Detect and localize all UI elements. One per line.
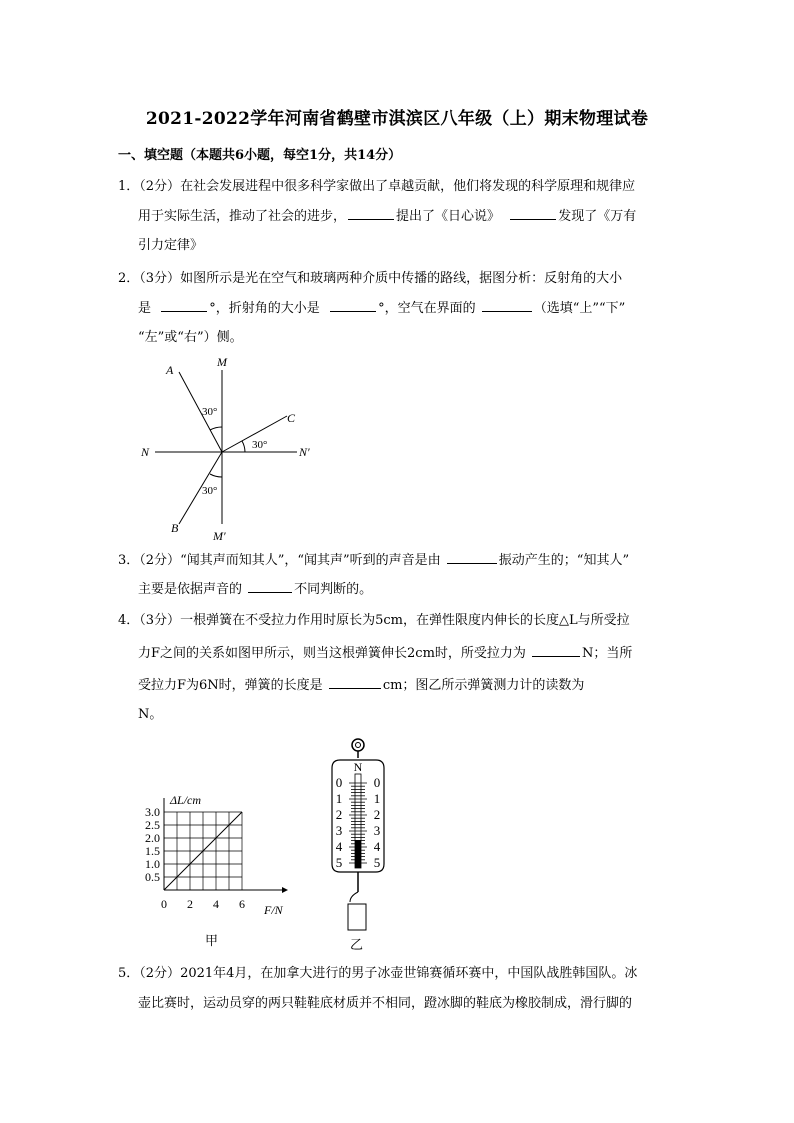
answer-blank[interactable] [348,207,394,220]
scale-label-left: 1 [335,791,343,806]
scale-label-left: 5 [335,855,343,870]
q2-text: （选填“上”“下” [533,301,626,316]
q4-text: N；当所 [582,646,633,661]
label-A: A [166,363,174,377]
scale-unit: N [353,760,363,774]
q3-score: （2分） [139,553,181,568]
q3-line1 [118,551,629,570]
q2-text: “左”或“右”）侧。 [138,330,243,345]
q2-score: （3分） [139,271,181,286]
scale-label-left: 3 [335,823,343,838]
x-axis-label: F/N [264,903,283,917]
q5-text: 壶比赛时，运动员穿的两只鞋鞋底材质并不相同，蹬冰脚的鞋底为橡胶制成，滑行脚的 [138,996,633,1011]
q5-score: （2分） [139,966,181,981]
q4-text: N。 [138,707,163,722]
q3-number: 3． [118,553,140,568]
label-N: N [141,445,150,459]
q1-score: （2分） [139,179,181,194]
q4-line1 [118,612,630,630]
answer-blank[interactable] [447,551,497,564]
q4-text: cm；图乙所示弹簧测力计的读数为 [382,678,585,693]
q2-number: 2． [118,271,140,286]
q4-text: 一根弹簧在不受拉力作用时原长为5cm，在弹性限度内伸长的长度△L与所受拉 [180,613,630,628]
q2-line2 [138,299,625,318]
x-axis-arrow-icon [282,887,288,893]
q1-text: 发现了《万有 [558,209,637,224]
caption-jia: 甲 [205,934,219,949]
q3-line2 [138,580,372,599]
q1-text: 用于实际生活，推动了社会的进步， [138,209,347,224]
y-tick-label: 2.0 [145,831,160,845]
q2-line1 [118,270,622,288]
y-tick-label: 1.5 [145,844,160,858]
y-tick-label: 3.0 [145,805,160,819]
answer-blank[interactable] [330,299,376,312]
q2-line3 [138,329,243,347]
hook-curve [350,892,358,902]
x-tick-label: 0 [161,897,167,911]
answer-blank[interactable] [482,299,532,312]
scale-label-right: 3 [373,823,381,838]
x-tick-label: 6 [239,897,245,911]
angle-arc-top [210,427,222,430]
angle-label-top: 30° [202,406,218,418]
q3-text: “闻其声而知其人”，“闻其声”听到的声音是由 [180,553,441,568]
angle-label-bottom: 30° [202,485,218,497]
q2-text: °，折射角的大小是 [209,301,320,316]
scale-label-left: 0 [335,775,343,790]
x-tick-label: 2 [187,897,193,911]
q5-text: 2021年4月，在加拿大进行的男子冰壶世锦赛循环赛中，中国队战胜韩国队。冰 [180,966,638,981]
q1-line2 [138,207,636,226]
hook-ring-icon [352,739,364,751]
q2-text: 如图所示是光在空气和玻璃两种介质中传播的路线，据图分析：反射角的大小 [180,271,623,286]
scale-label-left: 2 [335,807,343,822]
page-title: 2021-2022学年河南省鹤壁市淇滨区八年级（上）期末物理试卷 [145,109,649,129]
answer-blank[interactable] [510,207,556,220]
weight-block [348,904,366,930]
q5-number: 5． [118,966,140,981]
q1-text: 在社会发展进程中很多科学家做出了卓越贡献，他们将发现的科学原理和规律应 [180,179,636,194]
q3-text: 振动产生的；“知其人” [498,553,630,568]
answer-blank[interactable] [329,676,381,689]
q1-number: 1． [118,179,140,194]
label-M-prime: M′ [213,529,226,543]
angle-label-right: 30° [252,439,268,451]
y-tick-label: 0.5 [145,870,160,884]
q3-text: 不同判断的。 [294,582,373,597]
scale-label-left: 4 [335,839,343,854]
q2-text: °，空气在界面的 [378,301,476,316]
spring-scale [320,736,400,932]
q1-line1 [118,178,635,196]
y-axis-label: ΔL/cm [170,793,202,807]
scale-label-right: 2 [373,807,381,822]
label-N-prime: N′ [299,445,310,459]
q2-text: 是 [138,301,152,316]
scale-label-right: 1 [373,791,381,806]
q3-text: 主要是依据声音的 [138,582,243,597]
q4-line4 [138,706,162,724]
q4-line2 [138,644,632,663]
x-tick-label: 4 [213,897,219,911]
answer-blank[interactable] [532,644,580,657]
label-C: C [287,411,296,425]
q4-text: 受拉力F为6N时，弹簧的长度是 [138,678,323,693]
q5-line1 [118,965,637,983]
scale-label-right: 4 [373,839,381,854]
optics-diagram [135,352,335,544]
caption-yi: 乙 [350,938,364,953]
y-tick-label: 1.0 [145,857,160,871]
q1-line3 [138,237,203,255]
q5-line2 [138,995,632,1013]
q1-text: 引力定律》 [138,238,204,253]
label-M: M [217,355,227,369]
q4-number: 4． [118,613,140,628]
scale-label-right: 5 [373,855,381,870]
answer-blank[interactable] [248,580,292,593]
scale-label-right: 0 [373,775,381,790]
q4-score: （3分） [139,613,181,628]
section-heading: 一、填空题（本题共6小题，每空1分，共14分） [118,148,402,163]
answer-blank[interactable] [161,299,207,312]
spring-chart [132,780,302,920]
y-tick-label: 2.5 [145,818,160,832]
q1-text: 提出了《日心说》 [396,209,501,224]
hook-ring-inner [356,743,361,748]
scale-indicator [355,840,361,868]
angle-arc-right [242,441,245,452]
q4-line3 [138,676,584,695]
q4-text: 力F之间的关系如图甲所示，则当这根弹簧伸长2cm时，所受拉力为 [138,646,526,661]
angle-arc-bottom [210,474,222,477]
label-B: B [171,521,179,535]
